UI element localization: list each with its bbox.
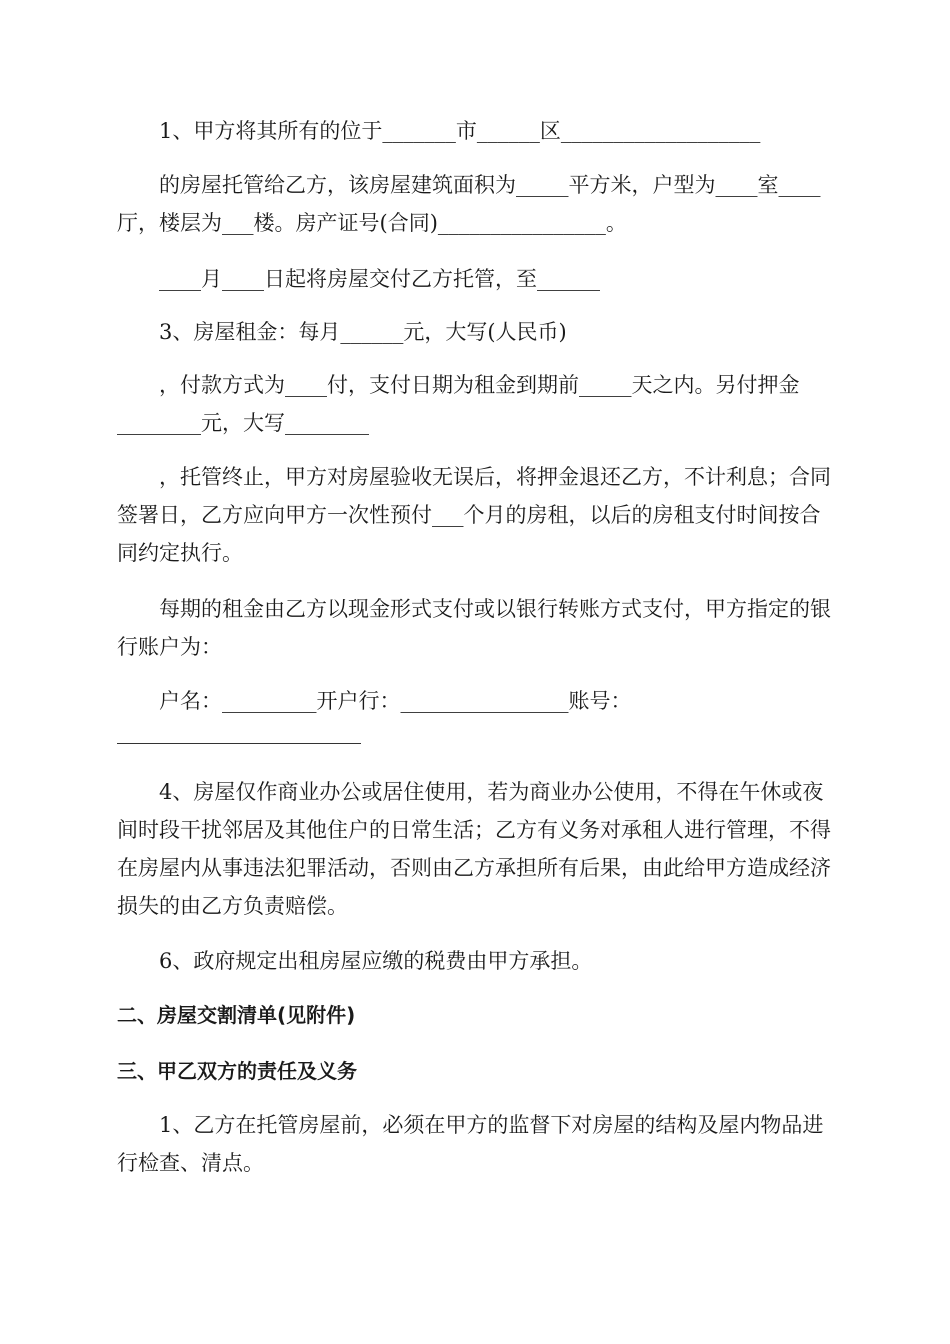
- clause-handover-date: ____月____日起将房屋交付乙方托管，至______: [159, 267, 600, 291]
- section-heading-responsibilities: 三、甲乙双方的责任及义务: [117, 1059, 357, 1083]
- clause-deposit-return: ，托管终止，甲方对房屋验收无误后，将押金退还乙方，不计利息；合同签署日，乙方应向甲方一次性预付___个月的房租，以后的房租支付时间按合同约定执行。: [117, 465, 831, 565]
- section-heading-handover-list: 二、房屋交割清单(见附件): [117, 1003, 356, 1027]
- clause-taxes: 6、政府规定出租房屋应缴的税费由甲方承担。: [159, 949, 593, 973]
- clause-payment-method: ，付款方式为____付，支付日期为租金到期前_____天之内。另付押金________元，大写________: [117, 373, 800, 435]
- clause-rent: 3、房屋租金：每月______元，大写(人民币): [159, 320, 567, 344]
- clause-account-fields: 户名：_________开户行：________________账号：: [159, 689, 632, 713]
- account-number-blank-line: [117, 743, 361, 744]
- clause-bank-account: 每期的租金由乙方以现金形式支付或以银行转账方式支付，甲方指定的银行账户为：: [117, 597, 831, 659]
- clause-inspection: 1、乙方在托管房屋前，必须在甲方的监督下对房屋的结构及屋内物品进行检查、清点。: [117, 1113, 824, 1175]
- clause-property-location: 1、甲方将其所有的位于_______市______区___________________: [159, 119, 761, 143]
- clause-property-details: 的房屋托管给乙方，该房屋建筑面积为_____平方米，户型为____室____厅，楼层为___楼。房产证号(合同)________________。: [117, 173, 821, 235]
- clause-usage: 4、房屋仅作商业办公或居住使用，若为商业办公使用，不得在午休或夜间时段干扰邻居及其他住户的日常生活；乙方有义务对承租人进行管理，不得在房屋内从事违法犯罪活动，否则由乙方承担所有后果，由此给甲方造成经济损失的由乙方负责赔偿。: [117, 780, 831, 918]
